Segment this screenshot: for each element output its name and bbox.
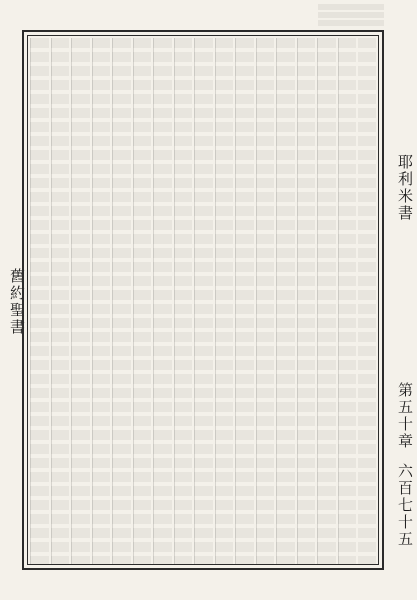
text-column — [235, 38, 254, 564]
text-column — [30, 38, 49, 564]
text-column — [174, 38, 193, 564]
text-column — [276, 38, 295, 564]
text-column — [256, 38, 275, 564]
text-column — [71, 38, 90, 564]
header-annotations — [318, 4, 384, 28]
body-text — [30, 38, 376, 564]
text-column — [92, 38, 111, 564]
text-column — [51, 38, 70, 564]
text-column — [133, 38, 152, 564]
text-column — [153, 38, 172, 564]
book-name: 耶利米書 — [396, 154, 414, 222]
book-collection-title: 舊約聖書 — [8, 268, 26, 336]
text-column — [112, 38, 131, 564]
text-column — [215, 38, 234, 564]
page-number-col — [388, 440, 414, 570]
page-number: 六百七十五 — [396, 462, 414, 548]
text-column — [358, 38, 376, 564]
text-column — [297, 38, 316, 564]
text-column — [317, 38, 336, 564]
chapter-label: 第五十章 — [396, 382, 414, 450]
text-column — [194, 38, 213, 564]
text-column — [338, 38, 357, 564]
